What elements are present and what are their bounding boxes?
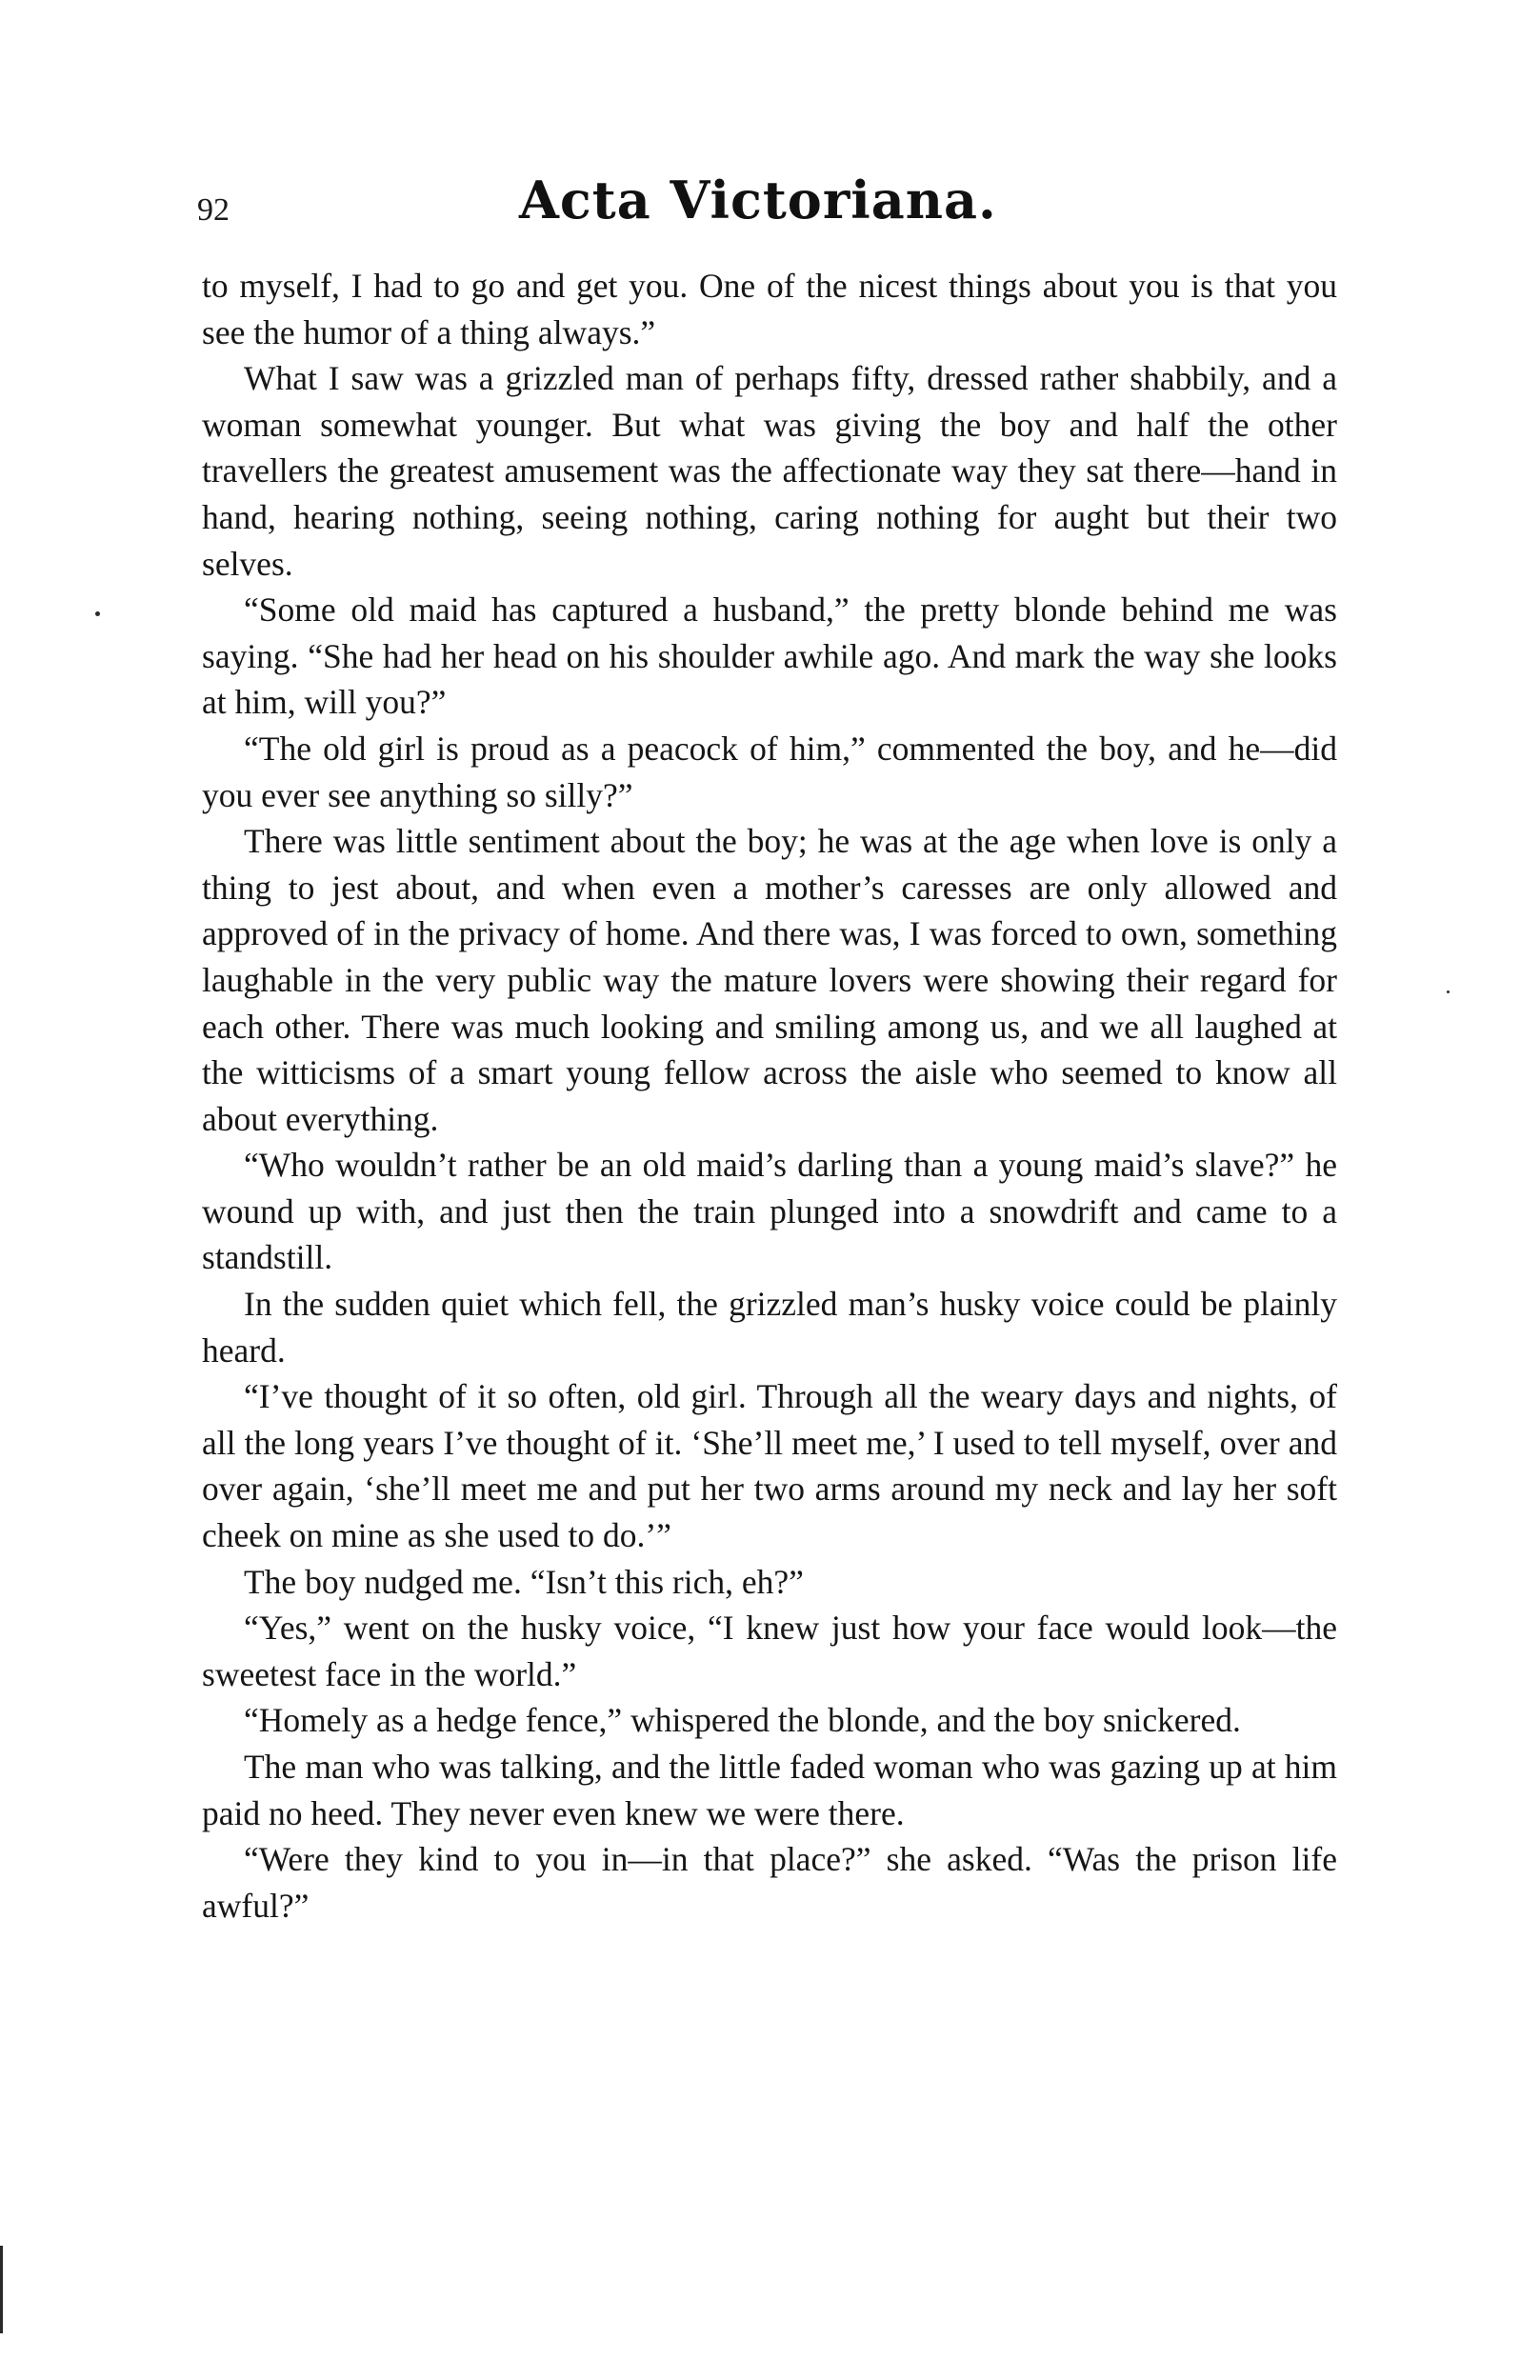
page-header bbox=[197, 170, 1340, 246]
paragraph: to myself, I had to go and get you. One of the nicest things about you is that you see the humor of a thing always.” bbox=[202, 267, 1337, 351]
scan-edge-mark bbox=[0, 2246, 3, 2333]
paragraph: “Homely as a hedge fence,” whispered the blonde, and the boy snickered. bbox=[244, 1701, 1241, 1740]
paragraph: “Some old maid has captured a husband,” the pretty blonde behind me was saying. “She had her head on his shoulder awhile ago. And mark the way she looks at him, will you?” bbox=[202, 590, 1337, 722]
paragraph: “Who wouldn’t rather be an old maid’s darling than a young maid’s slave?” he wound up with, and just then the train plunged into a snowdrift and came to a standstill. bbox=[202, 1146, 1337, 1277]
paragraph: There was little sentiment about the boy; he was at the age when love is only a thing to jest about, and when even a mother’s caresses are only allowed and approved of in the privacy of home. And there was, I was forced to own, something laughable in the very public way the mature lovers were showing their regard for each other. There was much looking and smiling among us, and we all laughed at the witticisms of a smart young fellow across the aisle who seemed to know all about everything. bbox=[202, 822, 1337, 1138]
paragraph: The boy nudged me. “Isn’t this rich, eh?” bbox=[244, 1562, 804, 1601]
running-title: Acta Victoriana. bbox=[519, 170, 997, 230]
paragraph: “The old girl is proud as a peacock of him,” commented the boy, and he—did you ever see anything so silly?” bbox=[202, 729, 1337, 814]
scan-speck bbox=[1447, 990, 1450, 993]
body-text bbox=[202, 263, 1337, 1929]
paragraph: “Yes,” went on the husky voice, “I knew just how your face would look—the sweetest face in the world.” bbox=[202, 1609, 1337, 1693]
paragraph: What I saw was a grizzled man of perhaps fifty, dressed rather shabbily, and a woman somewhat younger. But what was giving the boy and half the other travellers the greatest amusement was the affectionate way they sat there—hand in hand, hearing nothing, seeing nothing, caring nothing for aught but their two selves. bbox=[202, 359, 1337, 583]
paragraph: “Were they kind to you in—in that place?” she asked. “Was the prison life awful?” bbox=[202, 1840, 1337, 1925]
page-number: 92 bbox=[197, 192, 230, 228]
scan-speck bbox=[95, 611, 100, 616]
paragraph: “I’ve thought of it so often, old girl. Through all the weary days and nights, of all the long years I’ve thought of it. ‘She’ll meet me,’ I used to tell myself, over and over again, ‘she’ll meet me and put her two arms around my neck and lay her soft cheek on mine as she used to do.’” bbox=[202, 1377, 1337, 1555]
paragraph: The man who was talking, and the little faded woman who was gazing up at him paid no heed. They never even knew we were there. bbox=[202, 1748, 1337, 1832]
paragraph: In the sudden quiet which fell, the grizzled man’s husky voice could be plainly heard. bbox=[202, 1285, 1337, 1370]
